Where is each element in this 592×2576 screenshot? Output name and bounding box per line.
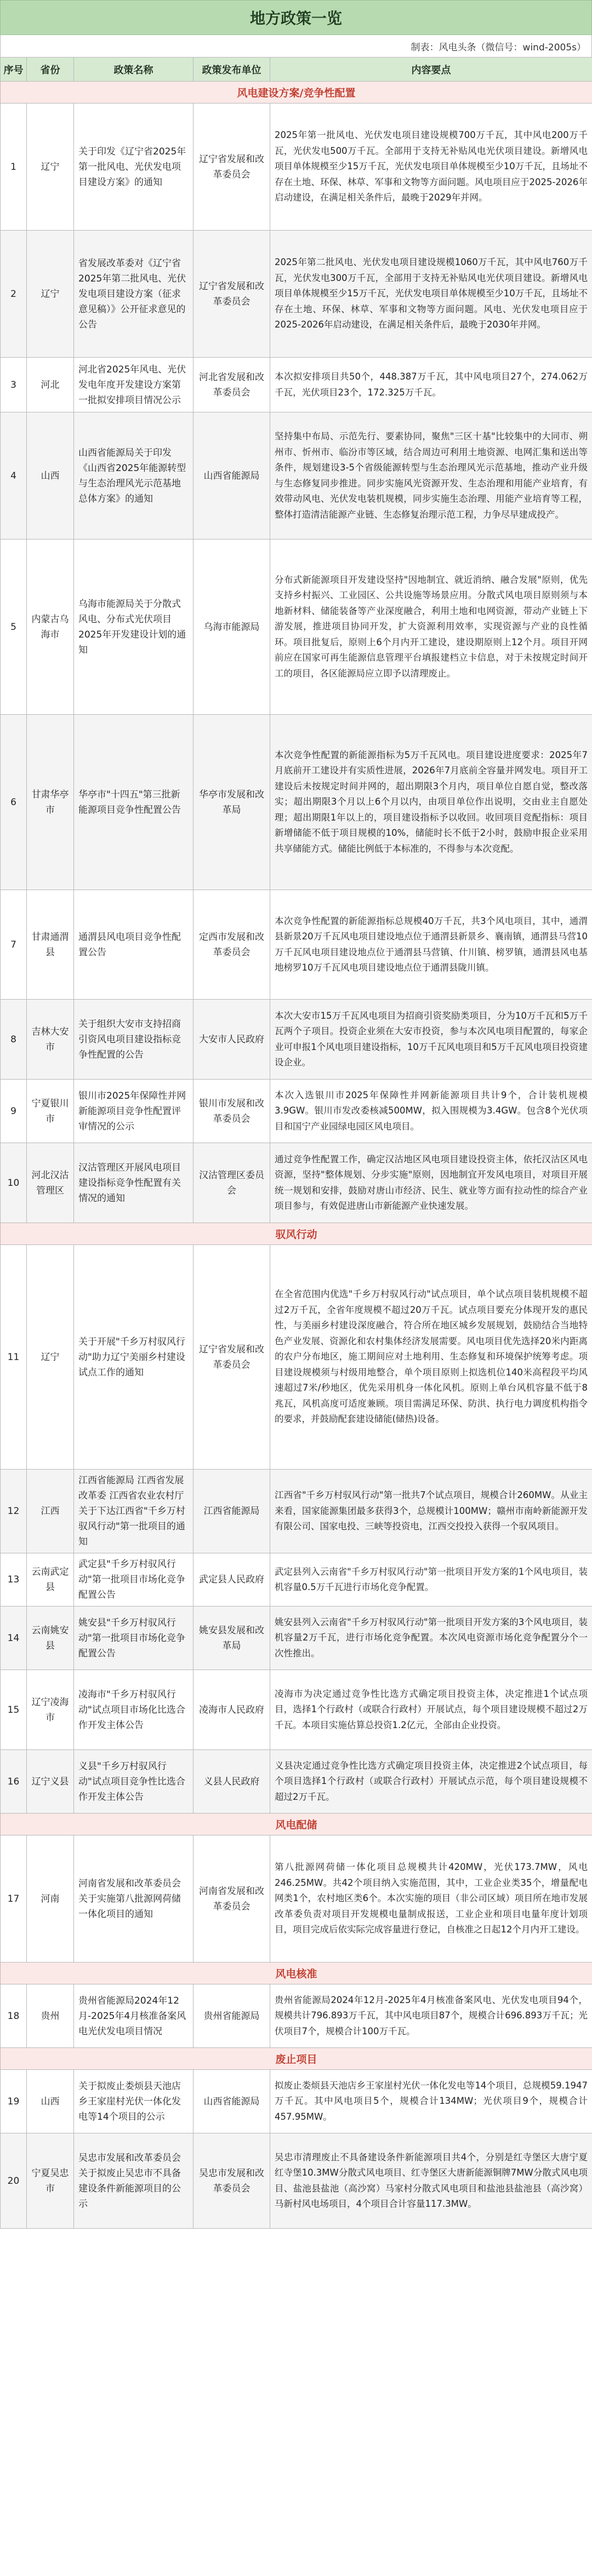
- row-policy-name: 凌海市"千乡万村驭风行动"试点项目市场化比选合作开发主体公告: [74, 1670, 193, 1750]
- row-policy-name: 关于组织大安市支持招商引资风电项目建设指标竞争性配置的公告: [74, 1000, 193, 1080]
- table-row: [1, 1245, 592, 1470]
- section-title: 废止项目: [1, 2048, 592, 2070]
- row-issuer: 山西省能源局: [193, 2070, 270, 2133]
- table-row: [1, 358, 592, 412]
- header-no: 序号: [1, 58, 27, 82]
- header-policy-name: 政策名称: [74, 58, 193, 82]
- row-province: 河北: [27, 358, 74, 412]
- section-header: [1, 1814, 592, 1835]
- row-issuer: 吴忠市发展和改革委员会: [193, 2133, 270, 2229]
- table-row: [1, 1984, 592, 2048]
- row-issuer: 贵州省能源局: [193, 1984, 270, 2048]
- row-province: 甘肃华亭市: [27, 715, 74, 890]
- row-number: 7: [1, 890, 27, 1000]
- row-issuer: 华亭市发展和改革局: [193, 715, 270, 890]
- section-header: [1, 1223, 592, 1245]
- row-province: 贵州: [27, 1984, 74, 2048]
- row-policy-name: 山西省能源局关于印发《山西省2025年能源转型与生态治理风光示范基地总体方案》的通知: [74, 412, 193, 540]
- row-issuer: 大安市人民政府: [193, 1000, 270, 1080]
- table-row: [1, 890, 592, 1000]
- row-province: 内蒙古乌海市: [27, 540, 74, 715]
- header-content: 内容要点: [270, 58, 592, 82]
- table-row: [1, 1835, 592, 1963]
- row-number: 12: [1, 1470, 27, 1553]
- row-province: 辽宁义县: [27, 1750, 74, 1814]
- header-province: 省份: [27, 58, 74, 82]
- row-issuer: 武定县人民政府: [193, 1553, 270, 1607]
- row-province: 辽宁: [27, 1245, 74, 1470]
- row-number: 1: [1, 104, 27, 231]
- row-number: 18: [1, 1984, 27, 2048]
- row-issuer: 凌海市人民政府: [193, 1670, 270, 1750]
- table-header-row: [1, 58, 592, 82]
- row-policy-name: 义县"千乡万村驭风行动"试点项目竞争性比选合作开发主体公告: [74, 1750, 193, 1814]
- row-number: 6: [1, 715, 27, 890]
- row-province: 甘肃通渭县: [27, 890, 74, 1000]
- row-issuer: 河南省发展和改革委员会: [193, 1835, 270, 1963]
- row-policy-name: 银川市2025年保障性并网新能源项目竞争性配置评审情况的公示: [74, 1080, 193, 1143]
- row-policy-name: 河北省2025年风电、光伏发电年度开发建设方案第一批拟安排项目情况公示: [74, 358, 193, 412]
- section-title: 风电配储: [1, 1814, 592, 1835]
- section-header: [1, 1963, 592, 1984]
- header-issuer: 政策发布单位: [193, 58, 270, 82]
- row-content: 在全省范围内优选"千乡万村驭风行动"试点项目，单个试点项目装机规模不超过2万千瓦，全省年度规模不超过20万千瓦。试点项目要充分体现开发的惠民性，与美丽乡村建设深度融合，符合所在地区城乡发展规划，鼓励结合当地特色产业发展、资源化和农村集体经济发展需要。风电项目优先选择20米内距离的农户分布地区，施工期间应对土地利用、生态修复和环境保护统筹考虑。项目建设规模须与村级用地整合，单个项目原则上拟选机位140米高程段平均风速超过7米/秒地区，优先采用机身一体化风机。原则上单台风机容量不低于8兆瓦，风机高度可适度兼顾。项目需满足环保、防洪、执行电力调度机构指令的要求，并鼓励配套建设储能(储热)设备。: [270, 1245, 592, 1470]
- row-content: 本次竞争性配置的新能源指标总规模40万千瓦，共3个风电项目，其中，通渭县新景20万千瓦风电项目建设地点位于通渭县新景乡、襄南镇，通渭县马营10万千瓦风电项目建设地点位于通渭县马营镇、什川镇、榜罗镇，通渭县风电基地榜罗10万千瓦风电项目建设地点位于通渭县陇川镇。: [270, 890, 592, 1000]
- row-issuer: 义县人民政府: [193, 1750, 270, 1814]
- row-province: 河北汉沽管理区: [27, 1143, 74, 1223]
- row-content: 凌海市为决定通过竞争性比选方式确定项目投资主体，决定推进1个试点项目，选择1个行政村（或联合行政村）开展试点，每个项目建设规模不超过2万千瓦。本项目实施估算总投资1.2亿元，全部由企业投资。: [270, 1670, 592, 1750]
- table-row: [1, 1750, 592, 1814]
- row-number: 13: [1, 1553, 27, 1607]
- row-number: 3: [1, 358, 27, 412]
- row-issuer: 山西省能源局: [193, 412, 270, 540]
- table-row: [1, 715, 592, 890]
- row-content: 坚持集中布局、示范先行、要素协同，聚焦"三区十基"比较集中的大同市、朔州市、忻州市、临汾市等区域，结合周边可利用土地资源、电网汇集和送出等条件，规划建设3-5个省级能源转型与生态治理风光示范基地，推动产业升级与生态修复同步推进。同步实施风光资源开发、生态治理和用能产业培育，有效带动风电、光伏发电装机规模，同步实施生态治理、用能产业培育等工程，整体打造清洁能源产业链、生态修复治理示范工程，力争尽早建成投产。: [270, 412, 592, 540]
- row-policy-name: 关于拟废止娄烦县天池店乡王家崖村光伏一体化发电等14个项目的公示: [74, 2070, 193, 2133]
- row-province: 云南武定县: [27, 1553, 74, 1607]
- row-policy-name: 河南省发展和改革委员会关于实施第八批源网荷储一体化项目的通知: [74, 1835, 193, 1963]
- row-number: 4: [1, 412, 27, 540]
- table-row: [1, 540, 592, 715]
- row-issuer: 汉沽管理区委员会: [193, 1143, 270, 1223]
- row-policy-name: 姚安县"千乡万村驭风行动"第一批项目市场化竞争配置公告: [74, 1607, 193, 1670]
- row-policy-name: 乌海市能源局关于分散式风电、分布式光伏项目2025年开发建设计划的通知: [74, 540, 193, 715]
- row-province: 宁夏吴忠市: [27, 2133, 74, 2229]
- row-content: 分布式新能源项目开发建设坚持"因地制宜、就近消纳、融合发展"原则，优先支持乡村振兴、工业园区、公共设施等场景应用。分散式风电项目原则须与本地新材料、储能装备等产业深度融合，利用土地和电网资源，带动产业链上下游发展，推进项目协同开发，扩大资源利用效率，实现资源与产业的良性循环。项目批复后，原则上6个月内开工建设，建设期原则上12个月。项目开网前应在国家可再生能源信息管理平台填报建档立卡信息，对于未按规定时间开工的项目，各区能源局应立即予以清理废止。: [270, 540, 592, 715]
- row-content: 本次竞争性配置的新能源指标为5万千瓦风电。项目建设进度要求：2025年7月底前开工建设并有实质性进展，2026年7月底前全容量并网发电。项目开工建设后未按规定时间并网的，超出期限3个月内，项目单位自愿自觉，整改落实；超出期限3个月以上6个月以内，由项目单位作出说明，交由业主自愿处理；超出期限1年以上的，项目建设指标予以收回。收回项目竞配指标：项目新增储能不低于项目规模的10%，储能时长不低于2小时，鼓励申报企业采用共享储能方式。储能比例低于本标准的，不得参与本次竞配。: [270, 715, 592, 890]
- table-row: [1, 1000, 592, 1080]
- row-policy-name: 汉沽管理区开展风电项目建设指标竞争性配置有关情况的通知: [74, 1143, 193, 1223]
- policy-table: [0, 57, 592, 2229]
- row-policy-name: 武定县"千乡万村驭风行动"第一批项目市场化竞争配置公告: [74, 1553, 193, 1607]
- section-header: [1, 82, 592, 104]
- row-number: 2: [1, 231, 27, 358]
- credit-line: 制表：风电头条（微信号：wind-2005s）: [0, 35, 592, 57]
- document-title: 地方政策一览: [0, 0, 592, 35]
- row-number: 15: [1, 1670, 27, 1750]
- table-row: [1, 1670, 592, 1750]
- row-number: 8: [1, 1000, 27, 1080]
- row-issuer: 辽宁省发展和改革委员会: [193, 231, 270, 358]
- table-row: [1, 2133, 592, 2229]
- row-issuer: 河北省发展和改革委员会: [193, 358, 270, 412]
- row-content: 拟废止娄烦县天池店乡王家崖村光伏一体化发电等14个项目，总规模59.1947万千瓦。其中风电项目5个，规模合计134MW；光伏项目9个，规模合计457.95MW。: [270, 2070, 592, 2133]
- row-province: 云南姚安县: [27, 1607, 74, 1670]
- row-content: 通过竞争性配置工作，确定汉沽地区风电项目建设投资主体，依托汉沽区风电资源，坚持"整体规划、分步实施"原则，因地制宜开发风电项目，对项目开展统一规划和安排，鼓励对唐山市经济、民生、就业等方面有拉动性的综合产业项目参与，有效促进唐山市新能源产业快速发展。: [270, 1143, 592, 1223]
- row-content: 武定县列入云南省"千乡万村驭风行动"第一批项目开发方案的1个风电项目，装机容量0.5万千瓦进行市场化竞争配置。: [270, 1553, 592, 1607]
- row-province: 宁夏银川市: [27, 1080, 74, 1143]
- row-number: 20: [1, 2133, 27, 2229]
- row-number: 10: [1, 1143, 27, 1223]
- row-policy-name: 关于印发《辽宁省2025年第一批风电、光伏发电项目建设方案》的通知: [74, 104, 193, 231]
- row-content: 第八批源网荷储一体化项目总规模共计420MW，光伏173.7MW，风电246.25MW。共42个项目纳入实施范围，其中，工业企业类35个，增量配电网类1个，农村地区类6个。本次实施的项目（非公司区域）项目所在地市发展改革委负责对项目开发规模电量制成报送，工业企业和项目电量年度计划项目，项目完成后依实际完成容量进行登记，自核准之日起12个月内开工建设。: [270, 1835, 592, 1963]
- row-issuer: 辽宁省发展和改革委员会: [193, 104, 270, 231]
- row-policy-name: 贵州省能源局2024年12月-2025年4月核准备案风电光伏发电项目情况: [74, 1984, 193, 2048]
- row-content: 2025年第一批风电、光伏发电项目建设规模700万千瓦，其中风电200万千瓦，光伏发电500万千瓦。全部用于支持无补贴风电光伏项目建设。新增风电项目单体规模至少15万千瓦，光伏发电项目单体规模至少10万千瓦，且场址不存在土地、环保、林草、军事和文物等方面问题。风电项目应于2025-2026年启动建设，在满足相关条件后，最晚于2029年并网。: [270, 104, 592, 231]
- row-province: 山西: [27, 412, 74, 540]
- row-issuer: 乌海市能源局: [193, 540, 270, 715]
- row-content: 本次入选银川市2025年保障性并网新能源项目共计9个，合计装机规模3.9GW。银川市发改委核减500MW，拟入围规模为3.4GW。包含8个光伏项目和国宁产业园绿电园区风电项目。: [270, 1080, 592, 1143]
- row-policy-name: 吴忠市发展和改革委员会关于拟废止吴忠市不具备建设条件新能源项目的公示: [74, 2133, 193, 2229]
- section-title: 风电核准: [1, 1963, 592, 1984]
- row-province: 辽宁: [27, 231, 74, 358]
- row-number: 17: [1, 1835, 27, 1963]
- row-issuer: 辽宁省发展和改革委员会: [193, 1245, 270, 1470]
- row-content: 姚安县列入云南省"千乡万村驭风行动"第一批项目开发方案的3个风电项目，装机容量2万千瓦，进行市场化竞争配置。本次风电资源市场化竞争配置分个一次性推出。: [270, 1607, 592, 1670]
- row-content: 本次拟安排项目共50个，448.387万千瓦，其中风电项目27个，274.062万千瓦，光伏项目23个，172.325万千瓦。: [270, 358, 592, 412]
- row-issuer: 定西市发展和改革委员会: [193, 890, 270, 1000]
- row-content: 贵州省能源局2024年12月-2025年4月核准备案风电、光伏发电项目94个，规模共计796.893万千瓦，其中风电项目87个，规模合计696.893万千瓦；光伏项目7个，规模合计100万千瓦。: [270, 1984, 592, 2048]
- table-row: [1, 1553, 592, 1607]
- table-row: [1, 1143, 592, 1223]
- row-issuer: 银川市发展和改革委员会: [193, 1080, 270, 1143]
- row-province: 吉林大安市: [27, 1000, 74, 1080]
- row-policy-name: 关于开展"千乡万村驭风行动"助力辽宁美丽乡村建设试点工作的通知: [74, 1245, 193, 1470]
- section-title: 风电建设方案/竞争性配置: [1, 82, 592, 104]
- row-policy-name: 华亭市"十四五"第三批新能源项目竞争性配置公告: [74, 715, 193, 890]
- policy-table-body: [1, 82, 592, 2229]
- row-number: 9: [1, 1080, 27, 1143]
- row-content: 2025年第二批风电、光伏发电项目建设规模1060万千瓦，其中风电760万千瓦，光伏发电300万千瓦，全部用于支持无补贴风电光伏项目建设。新增风电项目单体规模至少15万千瓦，光伏发电项目单体规模至少10万千瓦，且场址不存在土地、环保、林草、军事和文物等方面问题。风电、光伏发电项目应于2025-2026年启动建设，在满足相关条件后，最晚于2030年并网。: [270, 231, 592, 358]
- row-number: 19: [1, 2070, 27, 2133]
- table-row: [1, 104, 592, 231]
- row-number: 14: [1, 1607, 27, 1670]
- row-policy-name: 通渭县风电项目竞争性配置公告: [74, 890, 193, 1000]
- row-content: 义县决定通过竞争性比选方式确定项目投资主体，决定推进2个试点项目，每个项目选择1个行政村（或联合行政村）开展试点示范，每个项目建设规模不超过2万千瓦。: [270, 1750, 592, 1814]
- row-number: 11: [1, 1245, 27, 1470]
- row-province: 山西: [27, 2070, 74, 2133]
- row-province: 辽宁凌海市: [27, 1670, 74, 1750]
- row-issuer: 姚安县发展和改革局: [193, 1607, 270, 1670]
- row-number: 16: [1, 1750, 27, 1814]
- row-province: 江西: [27, 1470, 74, 1553]
- table-row: [1, 1080, 592, 1143]
- row-issuer: 江西省能源局: [193, 1470, 270, 1553]
- row-content: 江西省"千乡万村驭风行动"第一批共7个试点项目，规模合计260MW。从业主来看，国家能源集团最多获得3个，总规模计100MW；赣州市南岭新能源开发有限公司、国家电投、三峡等投资电，江西交投投入获得一个驭风项目。: [270, 1470, 592, 1553]
- table-row: [1, 2070, 592, 2133]
- table-row: [1, 1607, 592, 1670]
- table-row: [1, 231, 592, 358]
- section-header: [1, 2048, 592, 2070]
- row-content: 本次大安市15万千瓦风电项目为招商引资奖励类项目，分为10万千瓦和5万千瓦两个子项目。投资企业须在大安市投资，参与本次风电项目配置的，每家企业可申报1个风电项目建设指标，10万千瓦风电项目和5万千瓦风电项目投资建设企业。: [270, 1000, 592, 1080]
- row-province: 辽宁: [27, 104, 74, 231]
- table-row: [1, 1470, 592, 1553]
- row-policy-name: 省发展改革委对《辽宁省2025年第二批风电、光伏发电项目建设方案（征求意见稿）》公开征求意见的公告: [74, 231, 193, 358]
- row-number: 5: [1, 540, 27, 715]
- row-policy-name: 江西省能源局 江西省发展改革委 江西省农业农村厅关于下达江西省"千乡万村驭风行动"第一批项目的通知: [74, 1470, 193, 1553]
- row-content: 吴忠市清理废止不具备建设条件新能源项目共4个，分别是红寺堡区大唐宁夏红寺堡10.3MW分散式风电项目、红寺堡区大唐新能源铜牌7MW分散式风电项目、盐池县盐池（高沙窝）马家村分散式风电项目和盐池县盐池县（高沙窝）马新村风电场项目，4个项目合计容量117.3MW。: [270, 2133, 592, 2229]
- table-row: [1, 412, 592, 540]
- row-province: 河南: [27, 1835, 74, 1963]
- section-title: 驭风行动: [1, 1223, 592, 1245]
